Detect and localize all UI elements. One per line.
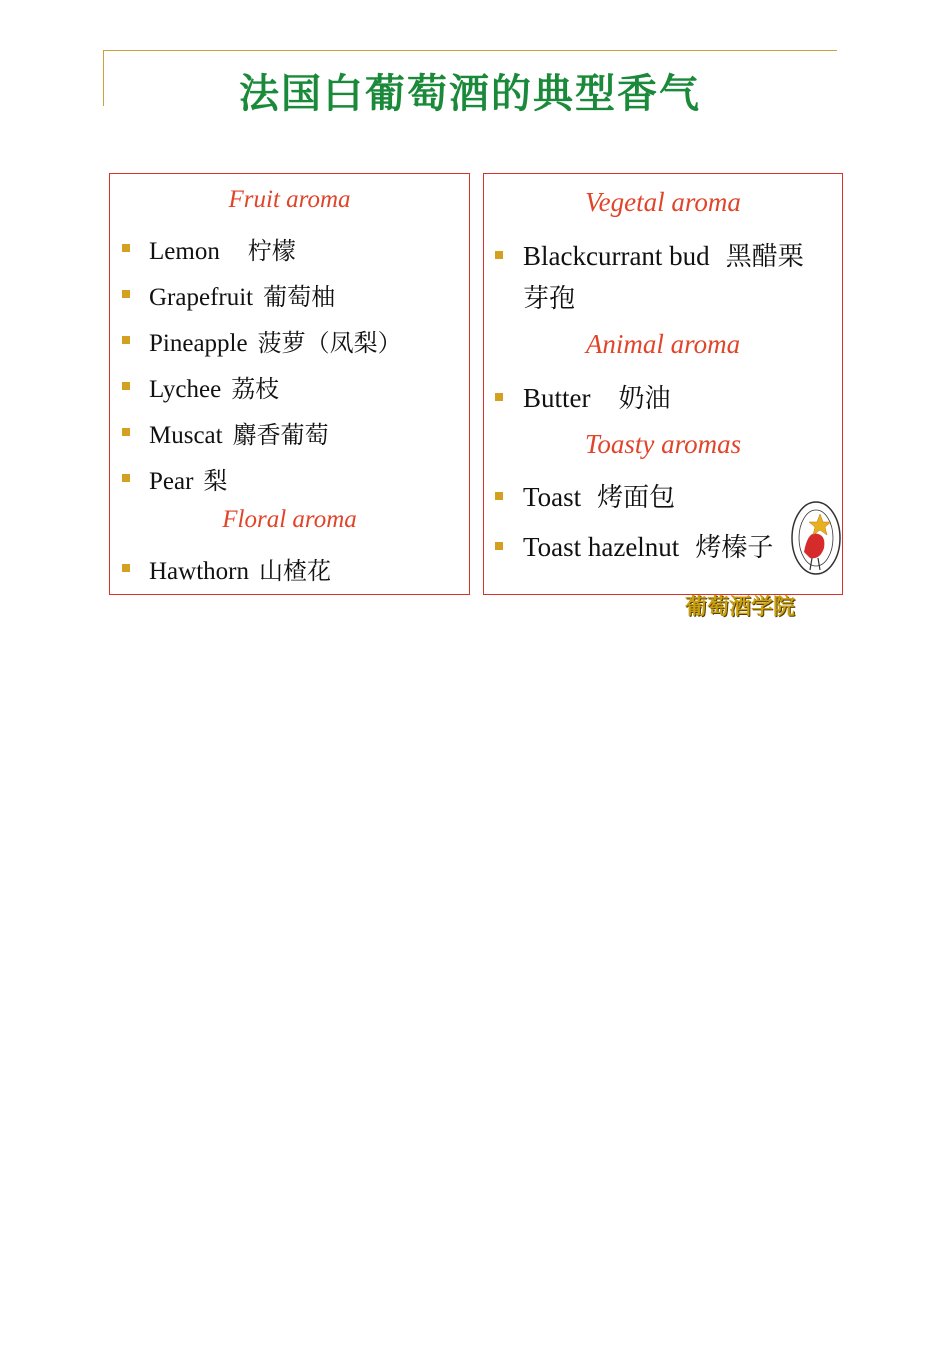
floral-aroma-heading: Floral aroma [222,506,357,533]
item-cn: 烤榛子 [695,533,774,563]
bullet-icon [122,244,130,252]
left-aroma-box [109,173,470,595]
bullet-icon [122,564,130,572]
list-item [149,231,296,266]
list-item [149,277,335,312]
list-item [523,527,773,564]
page-title: 法国白葡萄酒的典型香气 [239,71,701,117]
list-item [149,369,279,404]
item-en: Hawthorn [149,558,249,585]
item-en: Butter [523,383,591,413]
animal-aroma-heading: Animal aroma [585,329,741,359]
item-cn: 荔枝 [231,375,280,403]
item-en: Toast [523,482,582,512]
list-item [523,378,671,415]
bullet-icon [122,428,130,436]
frame-top-line [103,50,837,51]
bullet-icon [122,474,130,482]
list-item [523,477,675,514]
item-en: Toast hazelnut [523,532,680,562]
item-cn: 梨 [203,467,228,495]
fruit-aroma-heading: Fruit aroma [228,186,351,213]
item-en: Muscat [149,422,223,449]
college-seal-logo [790,500,842,576]
list-item [149,461,227,496]
list-item-continuation: 芽孢 [523,284,576,314]
item-cn: 黑醋栗 [725,242,804,272]
item-en: Lemon [149,238,220,265]
list-item [149,323,402,358]
item-cn: 奶油 [618,384,671,414]
list-item [149,551,331,586]
bullet-icon [122,290,130,298]
institute-label: 葡萄酒学院 [685,595,796,620]
item-en: Pear [149,468,194,495]
item-en: Pineapple [149,330,248,357]
item-en: Blackcurrant bud [523,241,710,271]
item-en: Grapefruit [149,284,254,311]
bullet-icon [495,393,503,401]
item-cn: 山楂花 [258,557,331,585]
right-aroma-box [483,173,843,595]
bullet-icon [495,492,503,500]
bullet-icon [122,336,130,344]
item-cn: 柠檬 [247,237,296,265]
item-cn: 麝香葡萄 [232,421,329,449]
toasty-aromas-heading: Toasty aromas [584,429,742,459]
item-en: Lychee [149,376,222,403]
list-item [523,236,804,273]
list-item [149,415,329,450]
vegetal-aroma-heading: Vegetal aroma [585,187,741,217]
bullet-icon [495,251,503,259]
item-cn: 菠萝（凤梨） [257,329,402,357]
item-cn: 烤面包 [597,483,676,513]
item-cn: 葡萄柚 [263,283,336,311]
bullet-icon [122,382,130,390]
bullet-icon [495,542,503,550]
